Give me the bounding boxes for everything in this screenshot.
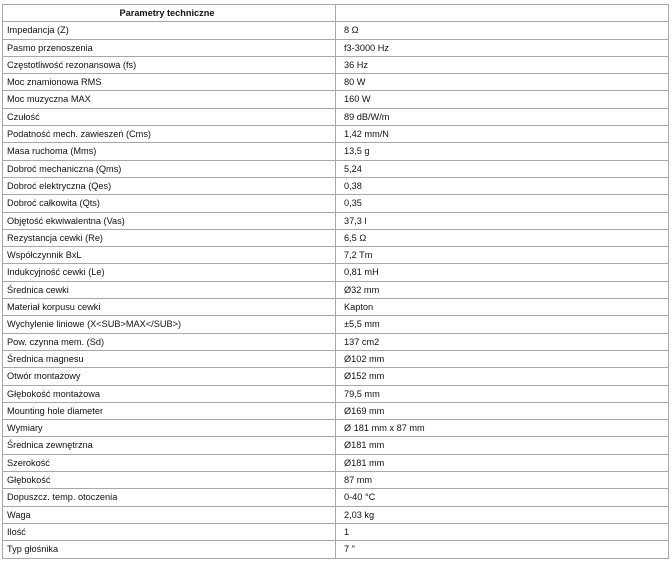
- spec-value: Ø181 mm: [336, 454, 669, 471]
- spec-value: 0,35: [336, 195, 669, 212]
- spec-value: 1,42 mm/N: [336, 126, 669, 143]
- spec-label: Dobroć całkowita (Qts): [3, 195, 336, 212]
- table-header-row: [3, 5, 669, 22]
- table-row: [3, 350, 669, 367]
- table-row: [3, 402, 669, 419]
- table-row: [3, 108, 669, 125]
- table-row: [3, 368, 669, 385]
- spec-label: Podatność mech. zawieszeń (Cms): [3, 126, 336, 143]
- table-row: [3, 195, 669, 212]
- spec-label: Moc muzyczna MAX: [3, 91, 336, 108]
- table-row: [3, 74, 669, 91]
- spec-label: Szerokość: [3, 454, 336, 471]
- spec-value: 0-40 °C: [336, 489, 669, 506]
- spec-value: 80 W: [336, 74, 669, 91]
- spec-label: Średnica zewnętrzna: [3, 437, 336, 454]
- spec-value: 37,3 l: [336, 212, 669, 229]
- table-row: [3, 91, 669, 108]
- spec-value: Ø32 mm: [336, 281, 669, 298]
- table-row: [3, 126, 669, 143]
- spec-value: 0,81 mH: [336, 264, 669, 281]
- table-row: [3, 437, 669, 454]
- spec-value: 1: [336, 523, 669, 540]
- spec-label: Waga: [3, 506, 336, 523]
- table-row: [3, 333, 669, 350]
- spec-label: Objętość ekwiwalentna (Vas): [3, 212, 336, 229]
- spec-label: Częstotliwość rezonansowa (fs): [3, 56, 336, 73]
- spec-value: Kapton: [336, 299, 669, 316]
- spec-label: Dobroć elektryczna (Qes): [3, 177, 336, 194]
- spec-value: Ø152 mm: [336, 368, 669, 385]
- table-row: [3, 56, 669, 73]
- spec-value: Ø102 mm: [336, 350, 669, 367]
- spec-value: 160 W: [336, 91, 669, 108]
- spec-label: Wychylenie liniowe (X<SUB>MAX</SUB>): [3, 316, 336, 333]
- spec-label: Wymiary: [3, 420, 336, 437]
- table-row: [3, 489, 669, 506]
- table-row: [3, 385, 669, 402]
- table-row: [3, 247, 669, 264]
- spec-label: Średnica magnesu: [3, 350, 336, 367]
- spec-label: Masa ruchoma (Mms): [3, 143, 336, 160]
- spec-label: Otwór montażowy: [3, 368, 336, 385]
- spec-value: 89 dB/W/m: [336, 108, 669, 125]
- table-row: [3, 160, 669, 177]
- spec-value: 79,5 mm: [336, 385, 669, 402]
- spec-label: Pow. czynna mem. (Sd): [3, 333, 336, 350]
- spec-label: Moc znamionowa RMS: [3, 74, 336, 91]
- spec-label: Współczynnik BxL: [3, 247, 336, 264]
- spec-value: Ø181 mm: [336, 437, 669, 454]
- spec-value: Ø 181 mm x 87 mm: [336, 420, 669, 437]
- spec-value: 7 ": [336, 541, 669, 558]
- spec-label: Materiał korpusu cewki: [3, 299, 336, 316]
- spec-value: 137 cm2: [336, 333, 669, 350]
- spec-label: Indukcyjność cewki (Le): [3, 264, 336, 281]
- spec-value: Ø169 mm: [336, 402, 669, 419]
- table-row: [3, 299, 669, 316]
- table-row: [3, 506, 669, 523]
- table-row: [3, 281, 669, 298]
- specs-table: [2, 4, 669, 559]
- spec-label: Rezystancja cewki (Re): [3, 229, 336, 246]
- spec-value: 6,5 Ω: [336, 229, 669, 246]
- table-row: [3, 420, 669, 437]
- table-header-empty: [336, 5, 669, 22]
- spec-value: 8 Ω: [336, 22, 669, 39]
- table-row: [3, 523, 669, 540]
- table-row: [3, 472, 669, 489]
- spec-value: 87 mm: [336, 472, 669, 489]
- spec-label: Średnica cewki: [3, 281, 336, 298]
- specs-table-body: [3, 22, 669, 558]
- spec-value: 36 Hz: [336, 56, 669, 73]
- spec-value: 7,2 Tm: [336, 247, 669, 264]
- table-row: [3, 264, 669, 281]
- spec-label: Dobroć mechaniczna (Qms): [3, 160, 336, 177]
- table-row: [3, 541, 669, 558]
- table-row: [3, 143, 669, 160]
- table-row: [3, 177, 669, 194]
- spec-label: Ilość: [3, 523, 336, 540]
- spec-label: Głębokość montażowa: [3, 385, 336, 402]
- spec-label: Typ głośnika: [3, 541, 336, 558]
- spec-label: Mounting hole diameter: [3, 402, 336, 419]
- table-row: [3, 316, 669, 333]
- spec-value: 5,24: [336, 160, 669, 177]
- table-header-title: Parametry techniczne: [3, 5, 336, 22]
- spec-value: 0,38: [336, 177, 669, 194]
- table-row: [3, 454, 669, 471]
- table-row: [3, 212, 669, 229]
- spec-value: 2,03 kg: [336, 506, 669, 523]
- table-row: [3, 39, 669, 56]
- spec-label: Dopuszcz. temp. otoczenia: [3, 489, 336, 506]
- spec-value: ±5,5 mm: [336, 316, 669, 333]
- spec-label: Głębokość: [3, 472, 336, 489]
- table-row: [3, 22, 669, 39]
- spec-value: f3-3000 Hz: [336, 39, 669, 56]
- spec-value: 13,5 g: [336, 143, 669, 160]
- spec-label: Czułość: [3, 108, 336, 125]
- spec-label: Pasmo przenoszenia: [3, 39, 336, 56]
- table-row: [3, 229, 669, 246]
- spec-label: Impedancja (Z): [3, 22, 336, 39]
